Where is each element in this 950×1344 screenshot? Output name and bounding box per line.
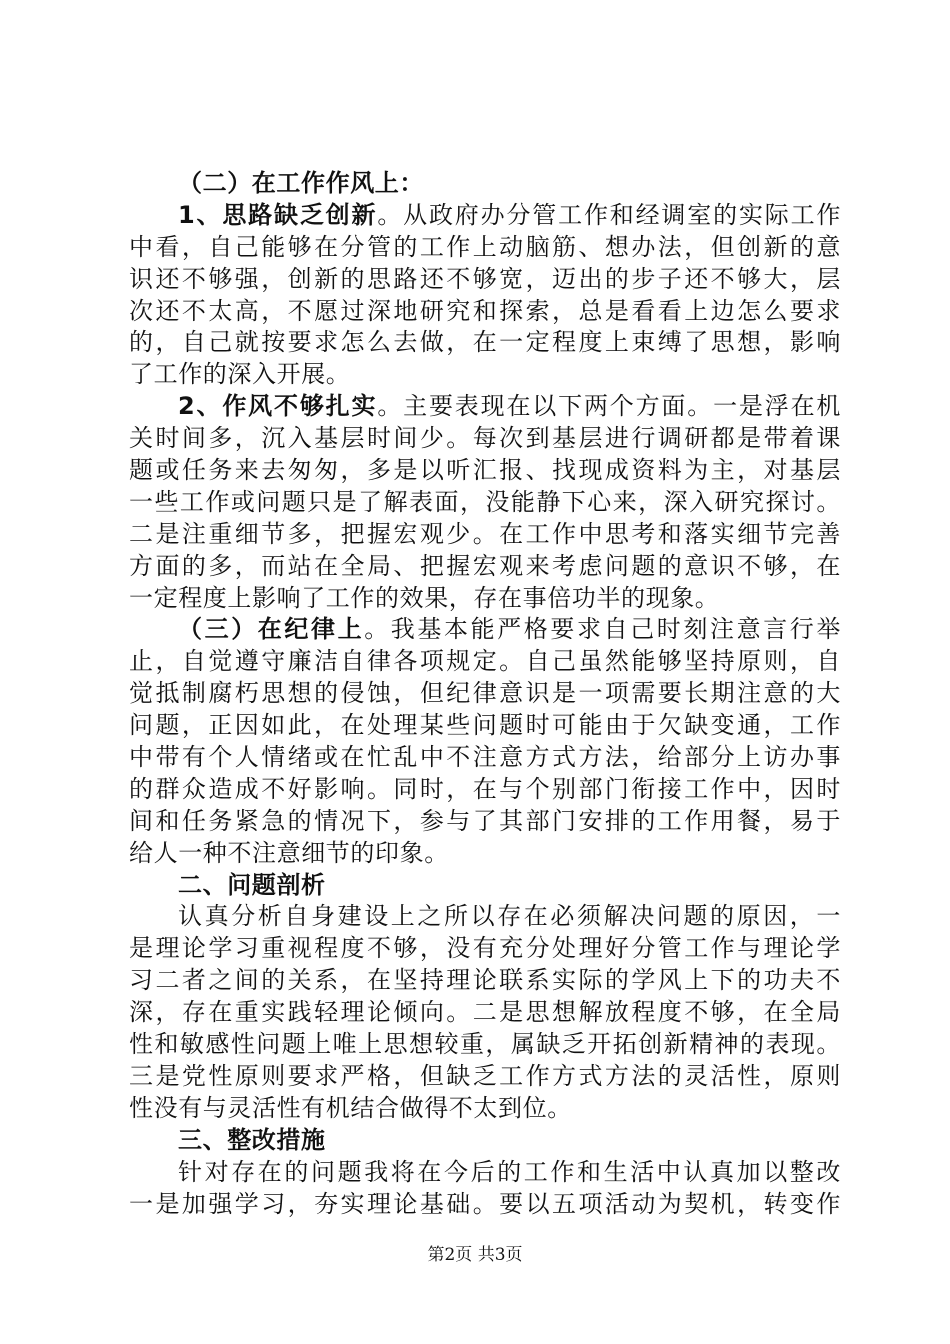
body-text: 的，自己就按要求怎么去做，在一定程度上束缚了思想，影响 (129, 328, 841, 357)
text-line (129, 327, 841, 359)
text-line (129, 901, 841, 933)
text-line (129, 678, 841, 710)
body-text: 了工作的深入开展。 (129, 360, 351, 389)
body-text: 间和任务紧急的情况下，参与了其部门安排的工作用餐，易于 (129, 806, 841, 835)
text-line (129, 870, 841, 902)
bold-heading-text: （三）在纪律上 (178, 615, 365, 644)
body-text: 深，存在重实践轻理论倾向。二是思想解放程度不够，在全局 (129, 998, 841, 1027)
body-text: 。我基本能严格要求自己时刻注意言行举 (364, 615, 841, 644)
bold-heading-text: （二）在工作作风上： (178, 169, 424, 197)
document-body (129, 168, 841, 1220)
text-line (129, 1061, 841, 1093)
text-line (129, 232, 841, 264)
body-text: 认真分析自身建设上之所以存在必须解决问题的原因，一 (178, 902, 841, 931)
body-text: 。主要表现在以下两个方面。一是浮在机 (377, 392, 841, 421)
text-line (129, 551, 841, 583)
text-line (129, 965, 841, 997)
body-text: 觉抵制腐朽思想的侵蚀，但纪律意识是一项需要长期注意的大 (129, 679, 841, 708)
body-text: 题或任务来去匆匆，多是以听汇报、找现成资料为主，对基层 (129, 456, 841, 485)
text-line (129, 1029, 841, 1061)
text-line (129, 519, 841, 551)
body-text: 一些工作或问题只是了解表面，没能静下心来，深入研究探讨。 (129, 487, 841, 516)
body-text: 习二者之间的关系，在坚持理论联系实际的学风上下的功夫不 (129, 966, 841, 995)
text-line (129, 583, 841, 615)
bold-heading-text: 三、整改措施 (178, 1125, 326, 1154)
text-line (129, 1189, 841, 1221)
body-text: 针对存在的问题我将在今后的工作和生活中认真加以整改 (178, 1157, 841, 1186)
body-text: 关时间多，沉入基层时间少。每次到基层进行调研都是带着课 (129, 424, 841, 453)
bold-heading-text: 二、问题剖析 (178, 870, 326, 899)
body-text: 止，自觉遵守廉洁自律各项规定。自己虽然能够坚持原则，自 (129, 647, 841, 676)
text-line (129, 455, 841, 487)
text-line (129, 614, 841, 646)
text-line (129, 168, 841, 200)
body-text: 性没有与灵活性有机结合做得不太到位。 (129, 1093, 572, 1122)
body-text: 中带有个人情绪或在忙乱中不注意方式方法，给部分上访办事 (129, 743, 841, 772)
body-text: 方面的多，而站在全局、把握宏观来考虑问题的意识不够，在 (129, 551, 841, 580)
text-line (129, 487, 841, 519)
text-line (129, 1125, 841, 1157)
body-text: 的群众造成不好影响。同时，在与个别部门衔接工作中，因时 (129, 774, 841, 803)
body-text: 次还不太高，不愿过深地研究和探索，总是看看上边怎么要求 (129, 296, 841, 325)
text-line (129, 933, 841, 965)
body-text: 中看，自己能够在分管的工作上动脑筋、想办法，但创新的意 (129, 232, 841, 261)
text-line (129, 710, 841, 742)
body-text: 问题，正因如此，在处理某些问题时可能由于欠缺变通，工作 (129, 711, 841, 740)
body-text: 一定程度上影响了工作的效果，存在事倍功半的现象。 (129, 583, 720, 612)
text-line (129, 1093, 841, 1125)
text-line (129, 806, 841, 838)
text-line (129, 742, 841, 774)
page-footer: 第2页 共3页 (427, 1245, 523, 1265)
text-line (129, 1157, 841, 1189)
bold-heading-text: 2、作风不够扎实 (178, 392, 378, 421)
body-text: 三是党性原则要求严格，但缺乏工作方式方法的灵活性，原则 (129, 1061, 841, 1090)
text-line (129, 391, 841, 423)
text-line (129, 838, 841, 870)
text-line (129, 296, 841, 328)
body-text: 二是注重细节多，把握宏观少。在工作中思考和落实细节完善 (129, 519, 841, 548)
text-line (129, 423, 841, 455)
text-line (129, 646, 841, 678)
body-text: 识还不够强，创新的思路还不够宽，迈出的步子还不够大，层 (129, 264, 841, 293)
body-text: 是理论学习重视程度不够，没有充分处理好分管工作与理论学 (129, 934, 841, 963)
body-text: 一是加强学习，夯实理论基础。要以五项活动为契机，转变作 (129, 1189, 841, 1218)
body-text: 给人一种不注意细节的印象。 (129, 838, 449, 867)
bold-heading-text: 1、思路缺乏创新 (178, 200, 378, 229)
text-line (129, 774, 841, 806)
text-line (129, 264, 841, 296)
body-text: 。从政府办分管工作和经调室的实际工作 (377, 200, 841, 229)
body-text: 性和敏感性问题上唯上思想较重，属缺乏开拓创新精神的表现。 (129, 1030, 841, 1059)
text-line (129, 200, 841, 232)
text-line (129, 359, 841, 391)
text-line (129, 997, 841, 1029)
